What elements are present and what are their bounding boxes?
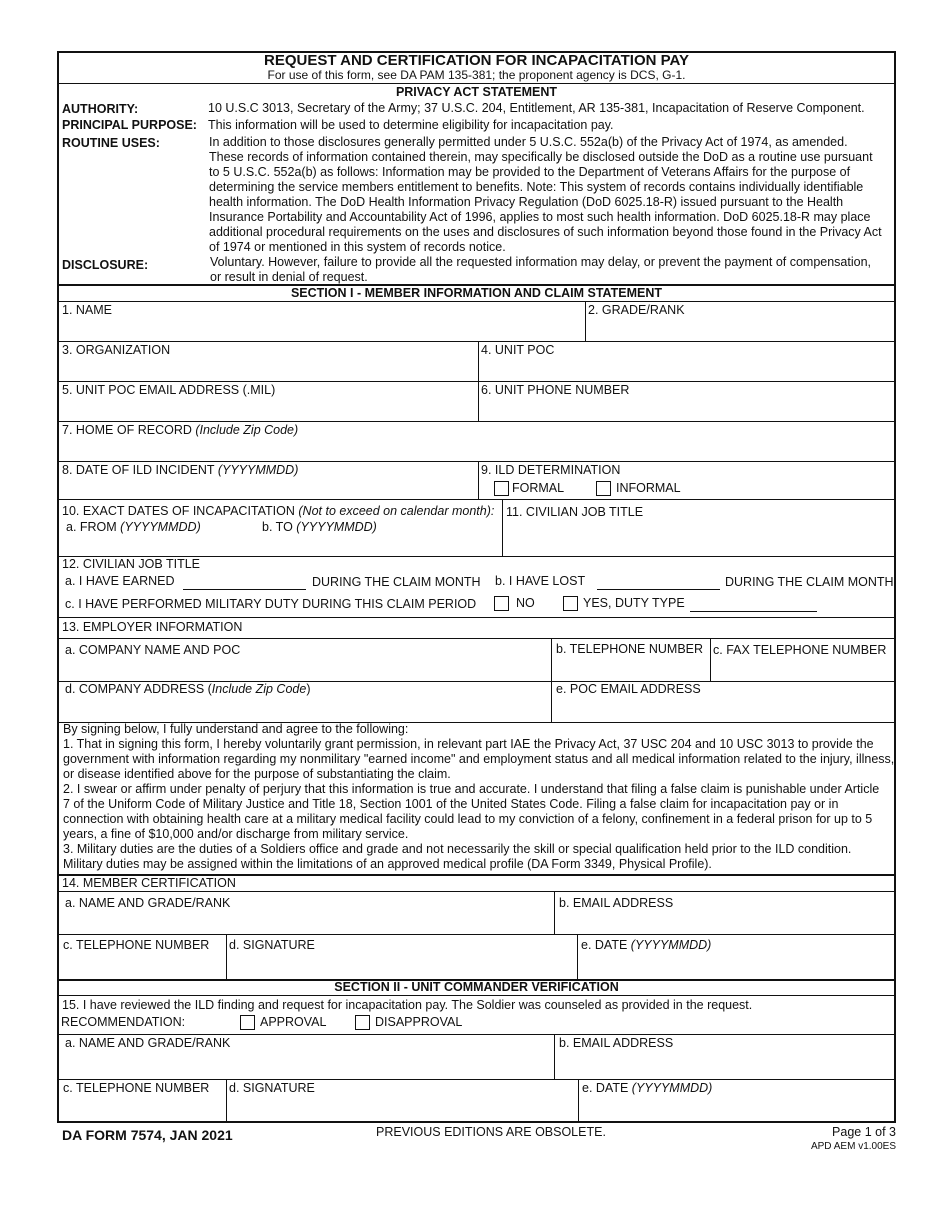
civilian-job-title-label: 11. CIVILIAN JOB TITLE (506, 505, 644, 519)
divider (585, 301, 586, 341)
agreement-line: government with information regarding my nonmilitary "earned income" and employment status and all medical information related to the injury, illness, (63, 752, 895, 766)
informal-label: INFORMAL (616, 481, 681, 495)
duty-no-label: NO (516, 596, 535, 610)
agreement-line: Military duties may be assigned within the limitations of an approved medical profile (DA Form 3349, Physical Profile). (63, 857, 712, 871)
obsolete-notice: PREVIOUS EDITIONS ARE OBSOLETE. (376, 1125, 606, 1139)
commander-name-label: a. NAME AND GRADE/RANK (65, 1036, 231, 1050)
fax-field[interactable] (715, 660, 895, 680)
formal-checkbox[interactable] (494, 481, 509, 496)
employer-info-label: 13. EMPLOYER INFORMATION (62, 620, 243, 634)
item12-label: 12. CIVILIAN JOB TITLE (62, 557, 201, 571)
divider (57, 83, 896, 84)
organization-field[interactable] (62, 360, 476, 380)
duty-yes-label: YES, DUTY TYPE (583, 596, 685, 610)
telephone-label: b. TELEPHONE NUMBER (556, 642, 704, 656)
member-phone-field[interactable] (63, 956, 225, 976)
agreement-line: years, a fine of $10,000 and/or discharge from military service. (63, 827, 409, 841)
duty-type-field[interactable] (690, 597, 817, 612)
to-date-text: b. TO (262, 520, 297, 534)
incapacitation-dates-note: (Not to exceed on calendar month): (298, 504, 495, 518)
divider (710, 638, 711, 681)
lost-tail: DURING THE CLAIM MONTH (725, 575, 894, 589)
poc-email-field[interactable] (556, 700, 895, 720)
ild-date-note: (YYYYMMDD) (217, 463, 299, 477)
company-name-label: a. COMPANY NAME AND POC (65, 643, 241, 657)
home-of-record-label (62, 423, 298, 437)
purpose-label: PRINCIPAL PURPOSE: (62, 118, 197, 132)
routine-line: health information. The DoD Health Information Privacy Regulation (DoD 6025.18-R) issued pursuant to the Health (209, 195, 844, 209)
home-of-record-text: 7. HOME OF RECORD (62, 423, 196, 437)
routine-label: ROUTINE USES: (62, 136, 160, 150)
recommendation-label: RECOMMENDATION: (61, 1015, 186, 1029)
ild-determination-label: 9. ILD DETERMINATION (481, 463, 621, 477)
commander-phone-field[interactable] (63, 1099, 225, 1119)
civilian-job-title-field[interactable] (508, 528, 892, 550)
formal-label: FORMAL (512, 481, 565, 495)
member-date-note: (YYYYMMDD) (630, 938, 712, 952)
unit-poc-email-field[interactable] (62, 400, 476, 420)
company-address-end: ) (306, 682, 311, 696)
routine-text (209, 135, 882, 255)
lost-label: b. I HAVE LOST (495, 574, 586, 588)
divider (502, 499, 503, 556)
form-id: DA FORM 7574, JAN 2021 (62, 1127, 233, 1143)
unit-poc-email-label: 5. UNIT POC EMAIL ADDRESS (.MIL) (62, 383, 276, 397)
divider (226, 1079, 227, 1122)
disclosure-label: DISCLOSURE: (62, 258, 149, 272)
agreement-line: 3. Military duties are the duties of a Soldiers office and grade and not necessarily the skill or special qualification held prior to the ILD condition. (63, 842, 852, 856)
divider (57, 421, 896, 422)
divider (578, 1079, 579, 1122)
member-name-label: a. NAME AND GRADE/RANK (65, 896, 231, 910)
incapacitation-dates-text: 10. EXACT DATES OF INCAPACITATION (62, 504, 299, 518)
routine-line: additional procedural requirements on the uses and disclosures of such information beyond those found in the Privacy Act (209, 225, 882, 239)
divider (577, 934, 578, 979)
disapproval-checkbox[interactable] (355, 1015, 370, 1030)
name-field[interactable] (62, 320, 581, 340)
authority-label: AUTHORITY: (62, 102, 139, 116)
page-number: Page 1 of 3 (832, 1125, 896, 1139)
divider (57, 617, 896, 618)
divider (57, 995, 896, 996)
lost-field[interactable] (597, 575, 720, 590)
version-label: APD AEM v1.00ES (810, 1141, 896, 1152)
commander-date-note: (YYYYMMDD) (631, 1081, 713, 1095)
earned-tail: DURING THE CLAIM MONTH (312, 575, 481, 589)
home-of-record-field[interactable] (62, 440, 891, 460)
agreement-line: connection with obtaining health care at a military medical facility could lead to my conviction of a felony, confinement in a federal prison for up to 5 (63, 812, 873, 826)
duty-yes-checkbox[interactable] (563, 596, 578, 611)
member-certification-label: 14. MEMBER CERTIFICATION (62, 876, 236, 890)
disclosure-line: Voluntary. However, failure to provide all the requested information may delay, or prevent the payment of compensation, (210, 255, 872, 269)
company-address-note: Include Zip Code (211, 682, 307, 696)
commander-signature-label: d. SIGNATURE (229, 1081, 315, 1095)
unit-phone-label: 6. UNIT PHONE NUMBER (481, 383, 630, 397)
ild-date-label (62, 463, 298, 477)
divider (57, 934, 896, 935)
unit-poc-field[interactable] (483, 360, 892, 380)
section1-heading: SECTION I - MEMBER INFORMATION AND CLAIM STATEMENT (290, 286, 663, 300)
name-label: 1. NAME (62, 303, 113, 317)
from-date-field[interactable] (66, 536, 250, 556)
member-signature-label: d. SIGNATURE (229, 938, 315, 952)
from-date-note: (YYYYMMDD) (120, 520, 201, 534)
to-date-note: (YYYYMMDD) (296, 520, 377, 534)
agreement-line: By signing below, I fully understand and agree to the following: (63, 722, 409, 736)
agreement-line: 2. I swear or affirm under penalty of perjury that this information is true and accurate. I understand that filing a false claim is punishable under Article (63, 782, 880, 796)
routine-line: determining the service members entitlement to benefits. Note: This system of records contains individually identifiable (209, 180, 864, 194)
telephone-field[interactable] (556, 660, 710, 680)
from-date-label (66, 520, 201, 534)
divider (57, 341, 896, 342)
incapacitation-dates-label (62, 504, 494, 518)
divider (57, 301, 896, 302)
form-title: REQUEST AND CERTIFICATION FOR INCAPACITATION PAY (263, 52, 689, 69)
member-date-field[interactable] (581, 956, 893, 976)
divider (57, 381, 896, 382)
company-name-field[interactable] (65, 660, 549, 680)
unit-phone-field[interactable] (483, 400, 892, 420)
commander-email-field[interactable] (559, 1054, 893, 1074)
member-date-label (581, 938, 711, 952)
routine-line: to 5 U.S.C. 552a(b) as follows: Information may be provided to the Department of Veterans Affairs for the purpose of (209, 165, 851, 179)
commander-signature-field[interactable] (229, 1099, 575, 1119)
commander-phone-label: c. TELEPHONE NUMBER (63, 1081, 210, 1095)
duty-no-checkbox[interactable] (494, 596, 509, 611)
routine-line: In addition to those disclosures generally permitted under 5 U.S.C. 552a(b) of the Privacy Act of 1974, as amended. (209, 135, 848, 149)
agreement-line: 7 of the Uniform Code of Military Justice and Title 18, Section 1001 of the United States Code. Filing a false claim for incapacitation pay or in (63, 797, 839, 811)
disclosure-line: or result in denial of request. (210, 270, 368, 284)
member-email-label: b. EMAIL ADDRESS (559, 896, 674, 910)
home-of-record-note: (Include Zip Code) (195, 423, 299, 437)
section2-heading: SECTION II - UNIT COMMANDER VERIFICATION (334, 980, 619, 994)
approval-label: APPROVAL (260, 1015, 327, 1029)
company-address-text: d. COMPANY ADDRESS ( (65, 682, 212, 696)
divider (554, 891, 555, 934)
poc-email-label: e. POC EMAIL ADDRESS (556, 682, 701, 696)
agreement-text (63, 722, 894, 872)
earned-field[interactable] (183, 575, 306, 590)
approval-checkbox[interactable] (240, 1015, 255, 1030)
divider (551, 638, 552, 722)
commander-date-text: e. DATE (582, 1081, 632, 1095)
divider (226, 934, 227, 979)
from-date-text: a. FROM (66, 520, 121, 534)
divider (57, 499, 896, 500)
ild-date-text: 8. DATE OF ILD INCIDENT (62, 463, 218, 477)
divider (478, 461, 479, 499)
agreement-line: 1. That in signing this form, I hereby voluntarily grant permission, in relevant part IAE the Privacy Act, 37 USC 204 and 10 USC 3013 to provide the (63, 737, 874, 751)
routine-line: These records of information contained therein, may specifically be disclosed outside the DoD as a routine use pursuant (209, 150, 873, 164)
informal-checkbox[interactable] (596, 481, 611, 496)
earned-label: a. I HAVE EARNED (65, 574, 175, 588)
purpose-text: This information will be used to determine eligibility for incapacitation pay. (208, 118, 614, 132)
routine-line: of 1974 or mentioned in this system of records notice. (209, 240, 506, 254)
disapproval-label: DISAPPROVAL (375, 1015, 463, 1029)
member-signature-field[interactable] (229, 956, 575, 976)
divider (57, 1079, 896, 1080)
divider (57, 461, 896, 462)
member-phone-label: c. TELEPHONE NUMBER (63, 938, 210, 952)
to-date-label (262, 520, 377, 534)
divider (57, 891, 896, 892)
grade-rank-field[interactable] (590, 320, 894, 340)
review-statement: 15. I have reviewed the ILD finding and request for incapacitation pay. The Soldier was counseled as provided in the request. (62, 998, 753, 1012)
company-address-field[interactable] (65, 700, 549, 720)
privacy-heading: PRIVACY ACT STATEMENT (395, 85, 558, 99)
commander-date-label (582, 1081, 712, 1095)
organization-label: 3. ORGANIZATION (62, 343, 171, 357)
grade-rank-label: 2. GRADE/RANK (588, 303, 685, 317)
agreement-line: or disease identified above for the purpose of substantiating the claim. (63, 767, 451, 781)
divider (57, 1034, 896, 1035)
military-duty-label: c. I HAVE PERFORMED MILITARY DUTY DURING THIS CLAIM PERIOD (65, 597, 477, 611)
member-name-field[interactable] (65, 913, 549, 933)
disclosure-text (210, 255, 871, 285)
member-date-text: e. DATE (581, 938, 631, 952)
routine-line: Insurance Portability and Accountability Act of 1996, applies to most such health information. DoD 6025.18-R may place (209, 210, 871, 224)
fax-label: c. FAX TELEPHONE NUMBER (713, 643, 887, 657)
unit-poc-label: 4. UNIT POC (481, 343, 555, 357)
authority-text: 10 U.S.C 3013, Secretary of the Army; 37 U.S.C. 204, Entitlement, AR 135-381, Incapacitation of Reserve Component. (208, 101, 865, 115)
divider (57, 638, 896, 639)
commander-email-label: b. EMAIL ADDRESS (559, 1036, 674, 1050)
commander-name-field[interactable] (65, 1054, 549, 1074)
ild-date-field[interactable] (62, 480, 476, 500)
company-address-label (65, 682, 310, 696)
form-subtitle: For use of this form, see DA PAM 135-381; the proponent agency is DCS, G-1. (267, 68, 686, 82)
to-date-field[interactable] (262, 536, 486, 556)
commander-date-field[interactable] (582, 1099, 893, 1119)
divider (554, 1034, 555, 1079)
member-email-field[interactable] (559, 913, 893, 933)
